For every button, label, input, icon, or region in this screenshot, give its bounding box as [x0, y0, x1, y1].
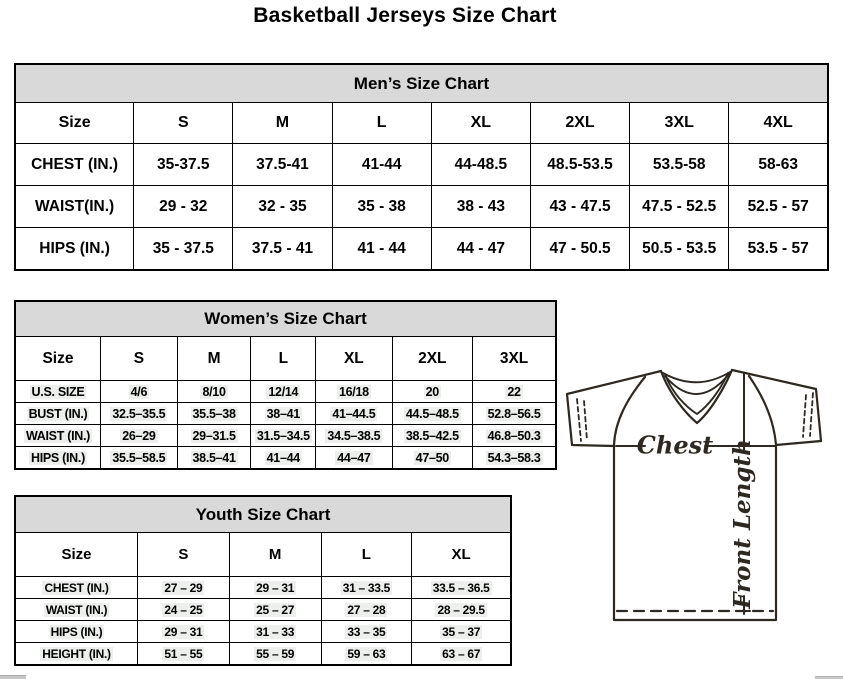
- youth-size-chart-section: [14, 495, 512, 666]
- table-cell: [630, 186, 729, 228]
- table-cell: [316, 447, 392, 470]
- cell-value: 35.5–38: [192, 406, 236, 421]
- table-cell: [473, 425, 556, 447]
- table-cell: [729, 228, 828, 271]
- row-label: [15, 577, 138, 599]
- cell-value: 43 - 47.5: [549, 197, 611, 215]
- cell-value: 8/10: [202, 384, 226, 399]
- table-row: [15, 381, 556, 403]
- table-row: [15, 186, 828, 228]
- table-cell: [100, 425, 177, 447]
- table-cell: [229, 643, 321, 666]
- cell-value: 58-63: [758, 155, 798, 173]
- cell-value: 35 - 38: [357, 197, 406, 215]
- row-label-text: HIPS (IN.): [50, 624, 103, 639]
- cell-value: 25 – 27: [256, 602, 295, 617]
- cell-value: 35 – 37: [442, 624, 481, 639]
- column-header: L: [251, 337, 316, 381]
- table-cell: [412, 621, 511, 643]
- cell-value: 37.5-41: [256, 155, 309, 173]
- table-cell: [431, 228, 530, 271]
- womens-size-table: [14, 300, 557, 470]
- table-cell: [332, 144, 431, 186]
- cell-value: 33.5 – 36.5: [432, 580, 490, 595]
- womens-size-chart-section: [14, 300, 557, 470]
- row-label-text: BUST (IN.): [28, 406, 88, 421]
- cell-value: 35.5–58.5: [112, 450, 166, 465]
- cell-value: 20: [425, 384, 439, 399]
- table-row: [15, 228, 828, 271]
- cell-value: 12/14: [268, 384, 299, 399]
- table-cell: [138, 599, 230, 621]
- row-label-text: CHEST (IN.): [44, 580, 109, 595]
- cell-value: 41 - 44: [357, 239, 406, 257]
- table-cell: [177, 381, 251, 403]
- table-cell: [233, 228, 332, 271]
- front-length-label: Front Length: [729, 439, 756, 609]
- cell-value: 53.5 - 57: [747, 239, 809, 257]
- cell-value: 47 - 50.5: [549, 239, 611, 257]
- table-cell: [316, 403, 392, 425]
- table-cell: [392, 447, 473, 470]
- mens-size-chart-section: [14, 63, 829, 271]
- table-row: [15, 425, 556, 447]
- row-label: [15, 621, 138, 643]
- cell-value: 41–44.5: [332, 406, 376, 421]
- cell-value: 29 – 31: [256, 580, 295, 595]
- cell-value: 31 – 33.5: [342, 580, 391, 595]
- table-cell: [392, 381, 473, 403]
- right-sleeve-seam: [749, 376, 776, 445]
- column-header: 2XL: [530, 103, 629, 144]
- table-row: [15, 403, 556, 425]
- table-cell: [321, 599, 412, 621]
- table-cell: [321, 577, 412, 599]
- cell-value: 59 – 63: [347, 646, 386, 661]
- row-label-text: HEIGHT (IN.): [42, 646, 111, 661]
- table-cell: [251, 425, 316, 447]
- column-header: 3XL: [473, 337, 556, 381]
- row-label: [15, 144, 134, 186]
- table-cell: [251, 447, 316, 470]
- cell-value: 31 – 33: [256, 624, 295, 639]
- table-cell: [473, 381, 556, 403]
- cell-value: 31.5–34.5: [256, 428, 310, 443]
- cell-value: 29 - 32: [159, 197, 208, 215]
- column-header: XL: [431, 103, 530, 144]
- left-cuff-stitch: [577, 399, 587, 441]
- table-cell: [431, 144, 530, 186]
- cell-value: 55 – 59: [256, 646, 295, 661]
- cell-value: 28 – 29.5: [437, 602, 485, 617]
- table-section-title: Youth Size Chart: [15, 496, 511, 533]
- row-label: [15, 381, 100, 403]
- cell-value: 33 – 35: [347, 624, 386, 639]
- cell-value: 29–31.5: [192, 428, 236, 443]
- table-row: [15, 447, 556, 470]
- table-cell: [412, 643, 511, 666]
- cell-value: 26–29: [122, 428, 156, 443]
- table-cell: [316, 381, 392, 403]
- cell-value: 16/18: [338, 384, 369, 399]
- table-row: [15, 599, 511, 621]
- cell-value: 38.5–42.5: [405, 428, 459, 443]
- cell-value: 32.5–35.5: [112, 406, 166, 421]
- table-cell: [530, 228, 629, 271]
- table-section-title: Women’s Size Chart: [15, 301, 556, 337]
- cell-value: 38 - 43: [456, 197, 505, 215]
- cell-value: 44-48.5: [454, 155, 508, 173]
- cell-value: 51 – 55: [164, 646, 203, 661]
- table-row: [15, 621, 511, 643]
- row-label: [15, 643, 138, 666]
- cell-value: 54.3–58.3: [487, 450, 541, 465]
- cell-value: 50.5 - 53.5: [642, 239, 717, 257]
- table-cell: [229, 577, 321, 599]
- row-label-text: CHEST (IN.): [31, 155, 119, 173]
- column-header: M: [233, 103, 332, 144]
- table-cell: [630, 228, 729, 271]
- row-label: [15, 599, 138, 621]
- row-label-text: WAIST (IN.): [25, 428, 91, 443]
- table-cell: [729, 186, 828, 228]
- cell-value: 38–41: [266, 406, 300, 421]
- column-header: S: [138, 533, 230, 577]
- cell-value: 35 - 37.5: [152, 239, 214, 257]
- table-cell: [134, 228, 233, 271]
- cell-value: 38.5–41: [192, 450, 236, 465]
- cell-value: 24 – 25: [164, 602, 203, 617]
- row-label-text: WAIST (IN.): [45, 602, 108, 617]
- cell-value: 34.5–38.5: [327, 428, 381, 443]
- column-header: Size: [15, 533, 138, 577]
- jersey-measurement-diagram: [557, 361, 837, 627]
- cell-value: 53.5-58: [652, 155, 706, 173]
- right-cuff-stitch: [803, 393, 813, 437]
- jersey-outline: [567, 370, 821, 620]
- cell-value: 27 – 29: [164, 580, 203, 595]
- cell-value: 22: [507, 384, 521, 399]
- table-cell: [100, 381, 177, 403]
- cell-value: 47.5 - 52.5: [642, 197, 717, 215]
- cell-value: 27 – 28: [347, 602, 386, 617]
- column-header: Size: [15, 337, 100, 381]
- table-cell: [332, 186, 431, 228]
- table-cell: [100, 403, 177, 425]
- table-cell: [177, 447, 251, 470]
- column-header: L: [321, 533, 412, 577]
- mens-size-table: [14, 63, 829, 271]
- table-cell: [177, 425, 251, 447]
- cell-value: 41–44: [266, 450, 300, 465]
- table-cell: [233, 144, 332, 186]
- cell-value: 32 - 35: [258, 197, 307, 215]
- table-cell: [392, 403, 473, 425]
- youth-size-table: [14, 495, 512, 666]
- cell-value: 44 - 47: [456, 239, 505, 257]
- table-cell: [138, 643, 230, 666]
- table-cell: [729, 144, 828, 186]
- cell-value: 37.5 - 41: [251, 239, 314, 257]
- table-cell: [229, 599, 321, 621]
- table-cell: [392, 425, 473, 447]
- column-header: M: [229, 533, 321, 577]
- table-section-title: Men’s Size Chart: [15, 64, 828, 103]
- table-cell: [412, 599, 511, 621]
- cell-value: 52.5 - 57: [747, 197, 809, 215]
- column-header: M: [177, 337, 251, 381]
- row-label-text: HIPS (IN.): [39, 239, 110, 257]
- cell-value: 47–50: [415, 450, 449, 465]
- table-cell: [100, 447, 177, 470]
- table-row: [15, 577, 511, 599]
- table-cell: [473, 403, 556, 425]
- table-cell: [530, 186, 629, 228]
- row-label: [15, 228, 134, 271]
- column-header: XL: [316, 337, 392, 381]
- cell-value: 41-44: [361, 155, 402, 173]
- table-cell: [177, 403, 251, 425]
- cell-value: 29 – 31: [164, 624, 203, 639]
- cell-value: 48.5-53.5: [547, 155, 613, 173]
- cell-value: 4/6: [130, 384, 148, 399]
- cell-value: 44–47: [337, 450, 371, 465]
- row-label-text: U.S. SIZE: [31, 384, 85, 399]
- table-cell: [431, 186, 530, 228]
- table-cell: [412, 577, 511, 599]
- cell-value: 63 – 67: [442, 646, 481, 661]
- cell-value: 44.5–48.5: [405, 406, 459, 421]
- table-cell: [138, 577, 230, 599]
- scrollbar-fragment-left[interactable]: [0, 675, 26, 679]
- page-title: Basketball Jerseys Size Chart: [253, 4, 557, 27]
- table-row: [15, 643, 511, 666]
- table-cell: [630, 144, 729, 186]
- table-cell: [321, 643, 412, 666]
- table-cell: [138, 621, 230, 643]
- cell-value: 46.8–50.3: [487, 428, 541, 443]
- table-cell: [251, 403, 316, 425]
- table-cell: [316, 425, 392, 447]
- column-header: 3XL: [630, 103, 729, 144]
- table-cell: [251, 381, 316, 403]
- table-cell: [134, 144, 233, 186]
- table-cell: [473, 447, 556, 470]
- table-cell: [332, 228, 431, 271]
- table-cell: [530, 144, 629, 186]
- table-row: [15, 144, 828, 186]
- table-cell: [321, 621, 412, 643]
- table-cell: [134, 186, 233, 228]
- column-header: 4XL: [729, 103, 828, 144]
- row-label: [15, 403, 100, 425]
- row-label-text: WAIST(IN.): [34, 197, 115, 215]
- table-cell: [233, 186, 332, 228]
- row-label: [15, 447, 100, 470]
- cell-value: 52.8–56.5: [487, 406, 541, 421]
- column-header: XL: [412, 533, 511, 577]
- row-label-text: HIPS (IN.): [31, 450, 85, 465]
- chest-label: Chest: [636, 430, 714, 460]
- column-header: L: [332, 103, 431, 144]
- table-cell: [229, 621, 321, 643]
- row-label: [15, 425, 100, 447]
- cell-value: 35-37.5: [156, 155, 210, 173]
- column-header: Size: [15, 103, 134, 144]
- column-header: S: [100, 337, 177, 381]
- collar-rib-arc-1: [663, 372, 730, 382]
- column-header: 2XL: [392, 337, 473, 381]
- row-label: [15, 186, 134, 228]
- column-header: S: [134, 103, 233, 144]
